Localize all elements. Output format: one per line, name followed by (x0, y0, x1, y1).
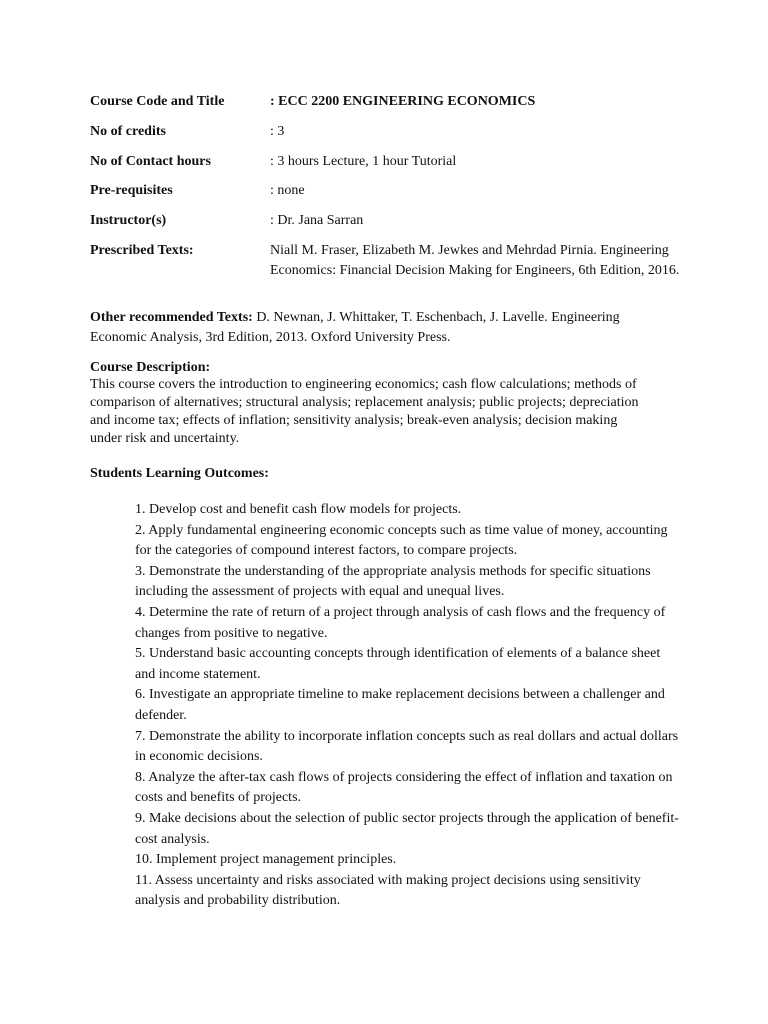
list-item: 8. Analyze the after-tax cash flows of projects considering the effect of inflation and taxation on costs and benefits of projects. (135, 769, 673, 806)
list-item: 4. Determine the rate of return of a project through analysis of cash flows and the frequency of changes from positive to negative. (135, 604, 666, 641)
contact-hours-label: No of Contact hours (90, 154, 211, 169)
list-item: 7. Demonstrate the ability to incorporate inflation concepts such as real dollars and actual dollars in economic decisions. (135, 728, 679, 765)
credits-value: : 3 (270, 124, 285, 139)
course-description-heading: Course Description: (90, 360, 211, 375)
list-item: 5. Understand basic accounting concepts through identification of elements of a balance sheet and income statement. (135, 646, 661, 682)
prescribed-texts-label: Prescribed Texts: (90, 243, 194, 258)
contact-hours-value: : 3 hours Lecture, 1 hour Tutorial (270, 154, 457, 169)
instructor-value: : Dr. Jana Sarran (270, 213, 364, 228)
list-item: 1. Develop cost and benefit cash flow models for projects. (135, 502, 462, 517)
other-texts-value: D. Newnan, J. Whittaker, T. Eschenbach, J. Lavelle. Engineering Economic Analysis, 3rd Edition, 2013. Oxford University Press. (90, 310, 620, 345)
credits-label: No of credits (90, 124, 166, 139)
list-item: 11. Assess uncertainty and risks associated with making project decisions using sensitivity analysis and probability distribution. (135, 872, 641, 909)
course-code-value: : ECC 2200 ENGINEERING ECONOMICS (270, 94, 536, 109)
list-item: 2. Apply fundamental engineering economic concepts such as time value of money, accounting for the categories of compound interest factors, to compare projects. (135, 522, 668, 559)
list-item: 9. Make decisions about the selection of public sector projects through the application of benefit-cost analysis. (135, 810, 679, 847)
list-item: 10. Implement project management principles. (135, 852, 397, 868)
other-texts-label: Other recommended Texts: (90, 310, 253, 325)
prescribed-texts-value: Niall M. Fraser, Elizabeth M. Jewkes and Mehrdad Pirnia. Engineering Economics: Financial Decision Making for Engineers, 6th Edition, 2016. (270, 243, 680, 278)
list-item: 3. Demonstrate the understanding of the appropriate analysis methods for specific situations including the assessment of projects with equal and unequal lives. (135, 563, 651, 600)
learning-outcomes-heading: Students Learning Outcomes: (90, 466, 269, 481)
learning-outcomes-list (135, 500, 683, 912)
course-description-text: This course covers the introduction to engineering economics; cash flow calculations; methods of comparison of alternatives; structural analysis; replacement analysis; public projects; depreciation and income tax; effects of inflation; sensitivity analysis; break-even analysis; decision making under risk and uncertainty. (90, 377, 639, 446)
list-item: 6. Investigate an appropriate timeline to make replacement decisions between a challenger and defender. (135, 687, 665, 723)
instructor-label: Instructor(s) (90, 213, 167, 228)
other-texts-paragraph (90, 308, 675, 348)
prerequisites-value: : none (270, 183, 305, 198)
prerequisites-label: Pre-requisites (90, 183, 173, 198)
course-code-label: Course Code and Title (90, 94, 225, 109)
